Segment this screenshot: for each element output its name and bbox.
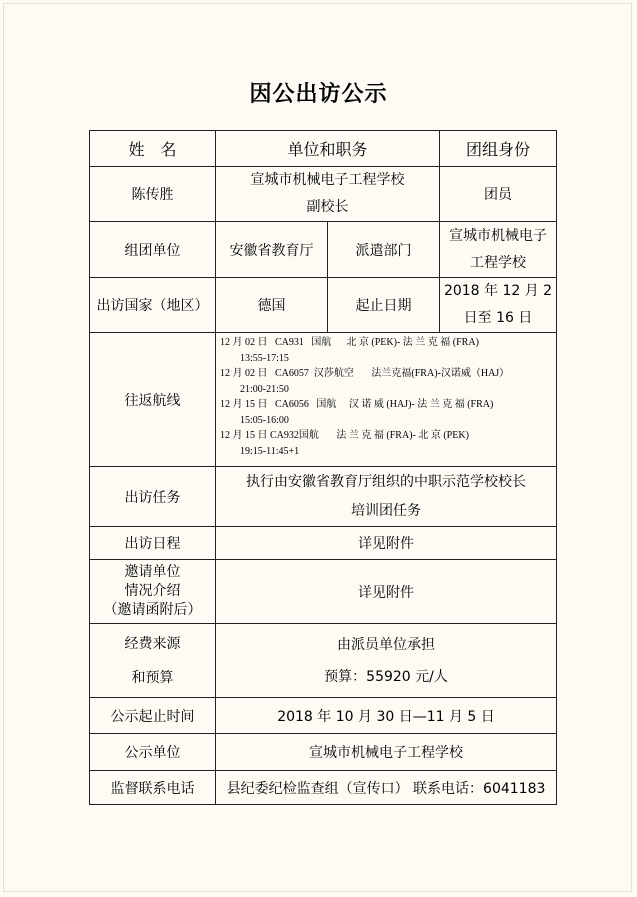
flight-number: CA931: [275, 337, 304, 348]
flight-date: 12 月 02 日: [220, 337, 268, 348]
flight-route: 汉 诺 威 (HAJ)- 法 兰 克 福 (FRA): [348, 399, 494, 410]
dispatch-value: [440, 222, 557, 278]
mission-row: [90, 467, 557, 527]
flight-item: [220, 397, 552, 428]
schedule-row: [90, 527, 557, 560]
person-unit-line1: 宣城市机械电子工程学校: [250, 172, 405, 188]
flight-date: 12 月 15 日: [220, 430, 268, 441]
flights-list: [216, 333, 557, 467]
invite-row: [90, 560, 557, 624]
country-row: [90, 278, 557, 333]
dates-value: [440, 278, 557, 333]
funding-label: [90, 624, 216, 698]
flight-route: 法 兰 克 福 (FRA)- 北 京 (PEK): [336, 430, 469, 441]
flights-label: 往返航线: [90, 333, 216, 467]
dispatch-label: 派遣部门: [328, 222, 440, 278]
flight-number: CA932: [270, 430, 299, 441]
header-name: 姓名: [90, 131, 216, 167]
supervision-label: 监督联系电话: [90, 771, 216, 805]
flight-date: 12 月 15 日: [220, 399, 268, 410]
person-role: 团员: [440, 167, 557, 222]
notice-unit-row: [90, 734, 557, 771]
mission-line1: 执行由安徽省教育厅组织的中职示范学校校长: [246, 473, 526, 490]
dates-line1: 2018 年 12 月 2: [443, 283, 553, 299]
flight-airline: 国航: [311, 337, 332, 348]
header-row: [90, 131, 557, 167]
mission-label: 出访任务: [90, 467, 216, 527]
funding-line2: 预算：55920 元/人: [324, 668, 448, 685]
flights-row: [90, 333, 557, 467]
notice-period-row: [90, 698, 557, 734]
dates-label: 起止日期: [328, 278, 440, 333]
org-label: 组团单位: [90, 222, 216, 278]
flight-route: 法兰克福(FRA)-汉诺威（HAJ）: [371, 368, 510, 379]
flight-airline: 汉莎航空: [313, 368, 354, 379]
flight-number: CA6056: [275, 399, 309, 410]
funding-value: [216, 624, 557, 698]
person-unit-line2: 副校长: [306, 199, 349, 215]
schedule-label: 出访日程: [90, 527, 216, 560]
funding-line1: 由派员单位承担: [337, 636, 435, 653]
flight-item: [220, 366, 552, 397]
invite-label: [90, 560, 216, 624]
flight-item: [220, 335, 552, 366]
flight-time: 19:15-11:45+1: [240, 445, 300, 457]
funding-label-line2: 和预算: [131, 669, 174, 686]
person-unit: [216, 167, 440, 222]
header-role: 团组身份: [440, 131, 557, 167]
invite-label-line2: 情况介绍: [124, 583, 181, 599]
flight-airline: 国航: [298, 430, 319, 441]
notice-unit-label: 公示单位: [90, 734, 216, 771]
flight-item: [220, 428, 552, 459]
supervision-row: [90, 771, 557, 805]
notice-period-label: 公示起止时间: [90, 698, 216, 734]
country-label: 出访国家（地区）: [90, 278, 216, 333]
dispatch-line1: 宣城市机械电子: [449, 227, 548, 244]
person-name: 陈传胜: [90, 167, 216, 222]
funding-row: [90, 624, 557, 698]
flight-date: 12 月 02 日: [220, 368, 268, 379]
flight-time: 21:00-21:50: [240, 383, 289, 395]
supervision-value: 县纪委纪检监查组（宣传口） 联系电话：6041183: [216, 771, 557, 805]
org-row: [90, 222, 557, 278]
mission-line2: 培训团任务: [351, 502, 421, 519]
dates-line2: 日至 16 日: [463, 310, 533, 326]
flight-airline: 国航: [316, 399, 337, 410]
notice-unit-value: 宣城市机械电子工程学校: [216, 734, 557, 771]
schedule-value: 详见附件: [216, 527, 557, 560]
header-unit-position: 单位和职务: [216, 131, 440, 167]
notice-period-value: 2018 年 10 月 30 日—11 月 5 日: [216, 698, 557, 734]
invite-label-line1: 邀请单位: [124, 564, 181, 580]
org-value: 安徽省教育厅: [216, 222, 328, 278]
disclosure-table: [89, 130, 557, 805]
person-row: [90, 167, 557, 222]
invite-label-line3: （邀请函附后）: [103, 602, 202, 618]
country-value: 德国: [216, 278, 328, 333]
mission-value: [216, 467, 557, 527]
flight-number: CA6057: [275, 368, 309, 379]
funding-label-line1: 经费来源: [124, 635, 181, 652]
flight-time: 13:55-17:15: [240, 352, 289, 364]
dispatch-line2: 工程学校: [470, 254, 527, 271]
flight-time: 15:05-16:00: [240, 414, 289, 426]
flight-route: 北 京 (PEK)- 法 兰 克 福 (FRA): [346, 337, 479, 348]
invite-value: 详见附件: [216, 560, 557, 624]
document-title: 因公出访公示: [249, 82, 388, 107]
